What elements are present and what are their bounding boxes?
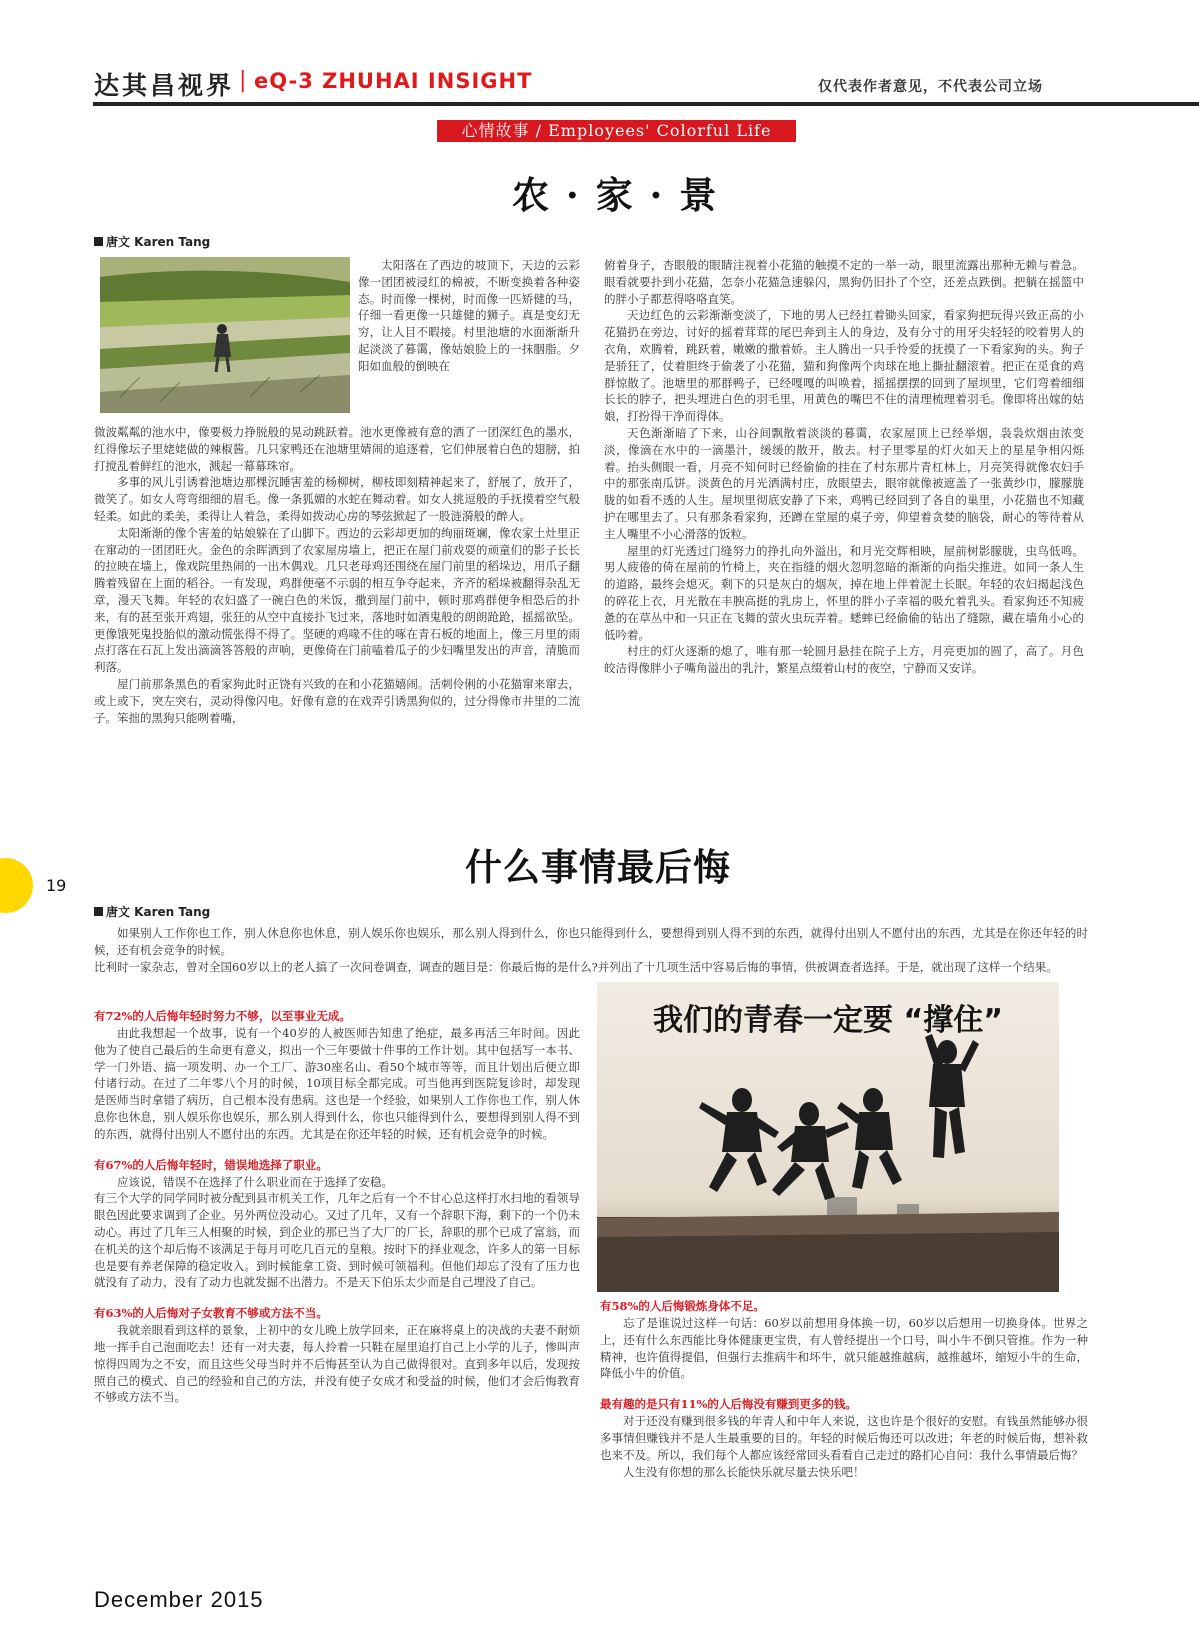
article1-paragraph: 太阳渐渐的像个害羞的姑娘躲在了山脚下。西边的云彩却更加的绚丽斑斓，像农家土灶里正在窜动的一团团旺火。金色的余晖洒到了农家屋房墙上，把正在屋门前戏耍的顽童们的影子长长的拉映在墙上，像戏院里热闹的一出木偶戏。几只老母鸡还围绕在屋门前里的稻垛边，用爪子翻腾着残留在上面的稻谷。一有发现，鸡群便毫不示弱的相互争夺起来，齐齐的稻垛被翻得杂乱无章，漫天飞舞。年轻的农妇盛了一碗白色的米饭，撒到屋门前中，顿时那鸡群便争相恐后的扑来，有的甚至张开鸡翅，张狂的从空中直接扑飞过来，落地时如酒鬼般的朗朗跄跄，摇摇欲坠。更像饿死鬼投胎似的激动慌张得不得了。坚硬的鸡喙不住的啄在青石板的地面上，像三月里的雨点打落在石瓦上发出滴滴答答般的声响，更像倚在门前嗑着瓜子的少妇嘴里发出的声音，清脆而利落。 [94,525,580,675]
article1-paragraph: 天边红色的云彩渐渐变淡了，下地的男人已经扛着锄头回家，看家狗把玩得兴致正高的小花猫扔在旁边，讨好的摇着茸茸的尾巴奔到主人的身边，及有分寸的用牙尖轻轻的咬着男人的衣角，欢腾着，跳跃着，嫩嫩的撒着娇。主人腾出一只手怜爱的抚摸了一下看家狗的头。狗子是骄狂了，仗着胆终于偷袭了小花猫，猫和狗像两个肉球在地上撕扯翻滚着。把正在觅食的鸡群惊散了。池塘里的那群鸭子，已经嘎嘎的叫唤着，摇摇摆摆的回到了屋坝里，它们弯着细细长长的脖子，把头埋进白色的羽毛里，用黄色的嘴巴不住的清理梳理着羽毛。像即将出嫁的姑娘，打扮得干净而得体。 [604,308,1084,424]
article2-right-column [600,1298,1088,1480]
article2-intro [94,925,1088,975]
article2-paragraph: 忘了是谁说过这样一句话：60岁以前想用身体换一切，60岁以后想用一切换身体。世界之上，还有什么东西能比身体健康更宝贵，有人曾经提出一个口号，叫小牛不倒只管推。作为一种精神，也许值得提倡，但强行去推病牛和坏牛，就只能越推越病，越推越坏，缩短小牛的生命，降低小牛的价值。 [600,1316,1088,1381]
rice-field-photo [100,257,350,413]
article2-author: 唐文 Karen Tang [106,905,211,919]
header-rule [93,102,1199,106]
section-banner: 心情故事 / Employees' Colorful Life [437,120,796,142]
farmer-in-field-image [100,257,350,413]
article2-left-column [94,1008,580,1406]
youth-jumping-photo [597,982,1059,1292]
page-number: 19 [46,876,67,895]
header-disclaimer: 仅代表作者意见，不代表公司立场 [818,79,1043,95]
page-number-marker [0,858,33,913]
article1-byline [94,233,210,250]
article1-paragraph: 屋门前那条黑色的看家狗此时正饶有兴致的在和小花猫嬉闹。活刺伶俐的小花猫窜来窜去，或上或下，突左突右，灵动得像闪电。好像有意的在戏弄引诱黑狗似的，过分得像市井里的二流子。笨拙的黑狗只能咧着嘴， [94,676,580,725]
section-heading: 有67%的人后悔年轻时，错误地选择了职业。 [94,1157,328,1172]
article1-paragraph: 村庄的灯火逐渐的熄了，唯有那一轮圆月悬挂在院子上方，月亮更加的圆了，高了。月色皎洁得像胖小子嘴角溢出的乳汁，繁星点缀着山村的夜空，宁静而又安详。 [604,644,1084,676]
article2-title: 什么事情最后悔 [465,845,731,889]
section-heading: 有58%的人后悔锻炼身体不足。 [600,1299,765,1313]
article1-col1-bottom [94,424,580,726]
magazine-title: 达其昌视界 [94,71,235,100]
jumping-people-image [597,982,1059,1292]
article1-col2 [604,257,1084,677]
article2-paragraph: 如果别人工作你也工作，别人休息你也休息，别人娱乐你也娱乐，那么别人得到什么，你也只能得到什么，要想得到别人得不到的东西，就得付出别人不愿付出的东西，尤其是在你还年轻的时候，还有机会竞争的时候。 [94,926,1088,957]
article2-paragraph: 由此我想起一个故事，说有一个40岁的人被医师告知患了绝症，最多再活三年时间。因此他为了使自己最后的生命更有意义，拟出一个三年要做十件事的工作计划。其中包括写一本书、学一门外语、搞一项发明、办一个工厂、游30座名山、看50个城市等等，而且计划出后便立即付诸行动。在过了二年零八个月的时候，10项目标全都完成。可当他再到医院复诊时，却发现是医师当时拿错了病历，自己根本没有患病。这也是一个经验，如果别人工作你也工作，别人休息你也休息，别人娱乐你也娱乐，那么别人得到什么，你也只能得到什么，要想得到别人得不到的东西，就得付出别人不愿付出的东西。尤其是在你还年轻的时候，还有机会竞争的时候。 [94,1026,580,1141]
issue-date: December 2015 [94,1587,264,1612]
article1-paragraph: 天色渐渐暗了下来，山谷间飘散着淡淡的暮霭，农家屋顶上已经举烟，袅袅炊烟由浓变淡，像滴在水中的一滴墨汁，缓缓的散开，散去。村子里零星的灯火如天上的星星争相闪烁着。抬头侧眼一看，月亮不知何时已经偷偷的挂在了村东那片青杠林上，月亮笑得就像农妇手中的那张南瓜饼。淡黄色的月光洒满村庄，放眼望去，眼帘就像被遮盖了一张黄纱巾，朦朦胧胧的如看不透的人生。屋坝里彻底安静了下来，鸡鸭已经回到了各自的巢里，小花猫也不知藏护在哪里去了。只有那条看家狗，还蹲在堂屋的桌子旁，仰望着贪婪的脑袋，耐心的等待着从主人嘴里不小心滑落的饭粒。 [604,425,1084,541]
article1-author: 唐文 Karen Tang [106,235,211,249]
section-heading: 有72%的人后悔年轻时努力不够，以至事业无成。 [94,1009,351,1023]
article1-paragraph: 屋里的灯光透过门缝努力的挣扎向外溢出，和月光交辉相映，屋前树影朦胧，虫鸟低鸣。男人疲倦的倚在屋前的竹椅上，夹在指缝的烟火忽明忽暗的渐渐的向指尖推进。如同一条人生的道路，最终会熄灭。剩下的只是灰白的烟灰，掉在地上伴着泥土长眠。年轻的农妇揭起浅色的碎花上衣，月光散在丰腴高挺的乳房上，怀里的胖小子幸福的吸允着乳头。看家狗还不知疲惫的在草丛中和一只正在飞舞的萤火虫玩弄着。蟋蟀已经偷偷的钻出了缝隙，藏在墙角小心的低吟着。 [604,543,1084,642]
article2-paragraph: 人生没有你想的那么长能快乐就尽量去快乐吧！ [623,1464,865,1479]
article2-paragraph: 有三个大学的同学同时被分配到县市机关工作，几年之后有一个不甘心总这样打水扫地的看领导眼色因此要求调到了企业。另外两位没动心。又过了几年，又有一个辞职下海，剩下的一个仍未动心。再过了几年三人相聚的时候，到企业的那已当了大厂的厂长，辞职的那个已成了富翁，而在机关的这个却后悔不该满足于每月可吃几百元的皇粮。按时下的择业观念，许多人的第一目标也是要有养老保障的稳定收入。到时候能拿工资、到时候可领福利。但他们却忘了没有了压力也就没有了动力，没有了动力也就发掘不出潜力。不是天下伯乐太少而是自己埋没了自己。 [94,1191,580,1290]
section-heading: 有63%的人后悔对子女教育不够或方法不当。 [94,1306,328,1321]
article1-col1-top [358,257,580,375]
article1-paragraph: 俯着身子，杏眼般的眼睛注视着小花猫的触摸不定的一举一动，眼里流露出那种无赖与着急。眼看就要扑到小花猫，怎奈小花猫急速躲闪，黑狗仍旧扑了个空，还差点跌倒。把躺在摇篮中的胖小子都惹得咯咯直笑。 [604,258,1084,306]
article2-paragraph: 应该说，错误不在选择了什么职业而在于选择了安稳。 [117,1174,393,1189]
brand-name: eQ-3 ZHUHAI INSIGHT [254,69,533,93]
section-heading: 最有趣的是只有11%的人后悔没有赚到更多的钱。 [600,1397,857,1412]
article2-byline [94,903,210,920]
article1-title: 农 · 家 · 景 [512,173,719,217]
article2-paragraph: 我就亲眼看到这样的景象，上初中的女儿晚上放学回来，正在麻将桌上的决战的夫妻不耐烦地一挥手自己泡面吃去！还有一对夫妻，每人拎着一只鞋在屋里追打自己上小学的儿子，惨叫声惊得四周为之不安，而且这些父母当时并不后悔甚至认为自己做得很对。直到多年以后，发现按照自己的模式、自己的经验和自己的方法，并没有使子女成才和受益的时候，他们才会后悔教育不够或方法不当。 [94,1323,580,1405]
image-caption: 我们的青春一定要 “撑住” [653,1003,1003,1038]
article1-paragraph: 多事的风儿引诱着池塘边那棵沉睡害羞的杨柳树，柳枝即刻精神起来了，舒展了，放开了，微笑了。如女人弯弯细细的眉毛。像一条狐媚的水蛇在舞动着。如女人挑逗般的手抚摸着空气般轻柔。如此的柔美，柔得让人着急，柔得如拨动心房的琴弦掀起了一股涟漪般的醉人。 [94,475,580,523]
article1-paragraph: 微波粼粼的池水中，像要极力挣脱般的晃动跳跃着。池水更像被有意的洒了一团深红色的墨水，红得像坛子里姥姥做的辣椒酱。几只家鸭还在池塘里婧闹的追逐着，它们伸展着白色的翅膀，拍打搅乱着鲜红的池水，溅起一幕幕珠帘。 [94,425,580,473]
article2-paragraph: 比利时一家杂志，曾对全国60岁以上的老人搞了一次问卷调查，调查的题目是：你最后悔的是什么?并列出了十几项生活中容易后悔的事情，供被调查者选择。于是，就出现了这样一个结果。 [94,959,1058,974]
article2-paragraph: 对于还没有赚到很多钱的年青人和中年人来说，这也许是个很好的安慰。有钱虽然能够办很多事情但赚钱并不是人生最重要的目的。年轻的时候后悔还可以改进；年老的时候后悔，想补救也来不及。所以，我们每个人都应该经常回头看看自己走过的路扪心自问：我什么事情最后悔？ [600,1414,1088,1462]
article1-paragraph: 太阳落在了西边的坡顶下，天边的云彩像一团团被浸红的棉被，不断变换着各种姿态。时而像一棵树，时而像一匹矫健的马，仔细一看更像一只雄健的狮子。真是变幻无穷，让人目不暇接。村里池塘的水面渐渐升起淡淡了暮霭，像姑娘脸上的一抹胭脂。夕阳如血般的倒映在 [358,258,580,373]
header-separator: | [239,68,247,93]
